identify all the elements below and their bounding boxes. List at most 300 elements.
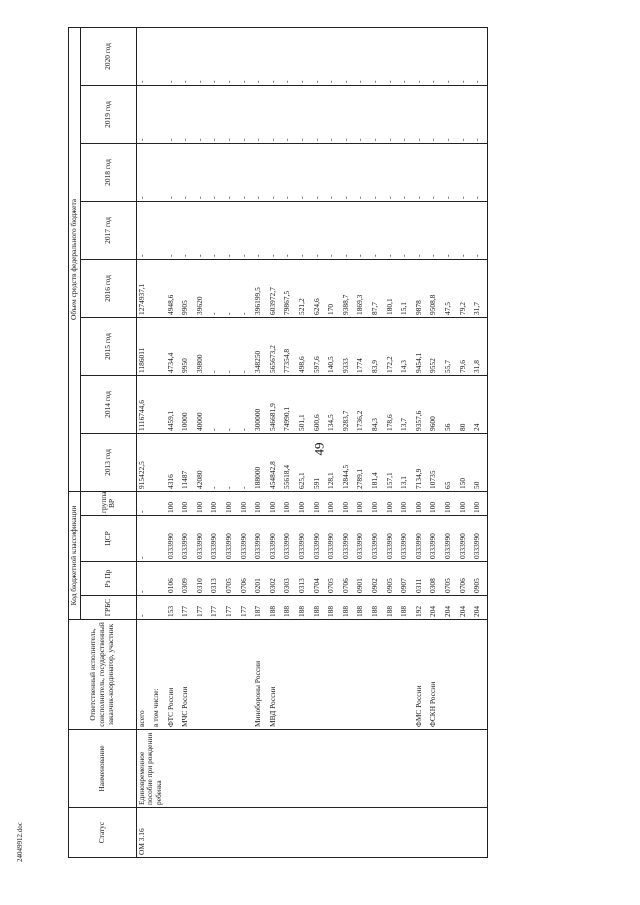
csr-cell bbox=[151, 516, 166, 562]
amount-cell: 4316 bbox=[166, 433, 181, 491]
amount-cell: 157,1 bbox=[385, 433, 400, 491]
amount-cell: 10735 bbox=[428, 433, 443, 491]
amount-cell: 13,1 bbox=[399, 433, 414, 491]
amount-cell: - bbox=[209, 85, 224, 143]
executor-cell bbox=[326, 620, 341, 730]
vr-cell: - bbox=[136, 491, 151, 515]
csr-cell: 0333990 bbox=[472, 516, 487, 562]
amount-cell: - bbox=[414, 27, 429, 85]
csr-cell: - bbox=[136, 516, 151, 562]
amount-cell: 9508,8 bbox=[428, 259, 443, 317]
amount-cell: - bbox=[195, 27, 210, 85]
header-funds: Объем средств федерального бюджета bbox=[69, 27, 81, 491]
amount-cell: 31,7 bbox=[472, 259, 487, 317]
vr-cell: 100 bbox=[355, 491, 370, 515]
amount-cell: - bbox=[414, 85, 429, 143]
vr-cell: 100 bbox=[472, 491, 487, 515]
amount-cell: - bbox=[166, 27, 181, 85]
amount-cell: - bbox=[370, 27, 385, 85]
executor-cell: МЧС России bbox=[180, 620, 195, 730]
amount-cell: 140,5 bbox=[326, 317, 341, 375]
amount-cell: - bbox=[326, 201, 341, 259]
vr-cell: 100 bbox=[253, 491, 268, 515]
amount-cell: - bbox=[224, 201, 239, 259]
amount-cell: 55618,4 bbox=[282, 433, 297, 491]
csr-cell: 0333990 bbox=[399, 516, 414, 562]
header-code-group: Код бюджетной классификации bbox=[69, 491, 81, 619]
grbs-cell: 188 bbox=[297, 596, 312, 620]
csr-cell: 0333990 bbox=[428, 516, 443, 562]
vr-cell: 100 bbox=[209, 491, 224, 515]
amount-cell: - bbox=[414, 143, 429, 201]
table-row bbox=[136, 27, 151, 857]
amount-cell: 600,6 bbox=[312, 375, 327, 433]
amount-cell: - bbox=[224, 85, 239, 143]
amount-cell: - bbox=[443, 201, 458, 259]
amount-cell: - bbox=[224, 27, 239, 85]
amount-cell: 546681,9 bbox=[268, 375, 283, 433]
header-executor: Ответственный исполнитель, соисполнитель, государственный заказчик-координатор, участник bbox=[69, 620, 137, 730]
vr-cell: 100 bbox=[224, 491, 239, 515]
budget-table bbox=[68, 27, 488, 858]
amount-cell: 9905 bbox=[180, 259, 195, 317]
amount-cell: 79,2 bbox=[458, 259, 473, 317]
amount-cell: 188000 bbox=[253, 433, 268, 491]
amount-cell: 181,4 bbox=[370, 433, 385, 491]
amount-cell bbox=[151, 85, 166, 143]
amount-cell: - bbox=[224, 259, 239, 317]
amount-cell: - bbox=[428, 143, 443, 201]
amount-cell: - bbox=[282, 143, 297, 201]
amount-cell bbox=[151, 201, 166, 259]
amount-cell: 42080 bbox=[195, 433, 210, 491]
amount-cell: - bbox=[239, 317, 254, 375]
vr-cell: 100 bbox=[443, 491, 458, 515]
amount-cell: - bbox=[428, 27, 443, 85]
rzpr-cell: 0309 bbox=[180, 562, 195, 596]
amount-cell: - bbox=[166, 85, 181, 143]
csr-cell: 0333990 bbox=[312, 516, 327, 562]
amount-cell: 9333 bbox=[341, 317, 356, 375]
amount-cell: - bbox=[370, 85, 385, 143]
amount-cell: - bbox=[253, 85, 268, 143]
grbs-cell: 177 bbox=[239, 596, 254, 620]
csr-cell: 0333990 bbox=[385, 516, 400, 562]
amount-cell: - bbox=[239, 201, 254, 259]
amount-cell: - bbox=[253, 143, 268, 201]
amount-cell: 65 bbox=[443, 433, 458, 491]
rzpr-cell: 0704 bbox=[312, 562, 327, 596]
amount-cell: 10000 bbox=[180, 375, 195, 433]
amount-cell: 80 bbox=[458, 375, 473, 433]
amount-cell: - bbox=[166, 143, 181, 201]
page-number: 49 bbox=[311, 442, 327, 456]
rzpr-cell: 0706 bbox=[458, 562, 473, 596]
grbs-cell: 204 bbox=[458, 596, 473, 620]
vr-cell: 100 bbox=[341, 491, 356, 515]
amount-cell: - bbox=[385, 85, 400, 143]
header-year: 2013 год bbox=[80, 433, 136, 491]
amount-cell: - bbox=[355, 143, 370, 201]
amount-cell: - bbox=[341, 201, 356, 259]
vr-cell: 100 bbox=[399, 491, 414, 515]
grbs-cell: 188 bbox=[355, 596, 370, 620]
amount-cell: - bbox=[268, 143, 283, 201]
amount-cell: 50 bbox=[472, 433, 487, 491]
header-rzpr: Рз Пр bbox=[80, 562, 136, 596]
grbs-cell: 177 bbox=[195, 596, 210, 620]
csr-cell: 0333990 bbox=[282, 516, 297, 562]
vr-cell: 100 bbox=[458, 491, 473, 515]
amount-cell: 39620 bbox=[195, 259, 210, 317]
amount-cell: 178,6 bbox=[385, 375, 400, 433]
csr-cell: 0333990 bbox=[326, 516, 341, 562]
executor-cell: ФМС России bbox=[414, 620, 429, 730]
executor-cell: в том числе: bbox=[151, 620, 166, 730]
csr-cell: 0333990 bbox=[268, 516, 283, 562]
csr-cell: 0333990 bbox=[370, 516, 385, 562]
amount-cell bbox=[151, 259, 166, 317]
rzpr-cell: 0705 bbox=[326, 562, 341, 596]
grbs-cell: 177 bbox=[180, 596, 195, 620]
amount-cell: 55,7 bbox=[443, 317, 458, 375]
amount-cell: 521,2 bbox=[297, 259, 312, 317]
vr-cell bbox=[151, 491, 166, 515]
amount-cell: 9878 bbox=[414, 259, 429, 317]
amount-cell: 624,6 bbox=[312, 259, 327, 317]
amount-cell: - bbox=[355, 85, 370, 143]
amount-cell: - bbox=[297, 27, 312, 85]
executor-cell: МВД России bbox=[268, 620, 283, 730]
amount-cell: - bbox=[136, 143, 151, 201]
rzpr-cell: 0902 bbox=[370, 562, 385, 596]
amount-cell: - bbox=[282, 27, 297, 85]
header-name: Наименование bbox=[69, 730, 137, 808]
amount-cell: - bbox=[443, 143, 458, 201]
executor-cell bbox=[458, 620, 473, 730]
header-year: 2019 год bbox=[80, 85, 136, 143]
grbs-cell: 177 bbox=[209, 596, 224, 620]
amount-cell: 40000 bbox=[195, 375, 210, 433]
grbs-cell: 188 bbox=[326, 596, 341, 620]
executor-cell: ФТС России bbox=[166, 620, 181, 730]
amount-cell: 4948,6 bbox=[166, 259, 181, 317]
amount-cell: - bbox=[399, 27, 414, 85]
amount-cell: - bbox=[239, 85, 254, 143]
amount-cell: - bbox=[239, 375, 254, 433]
csr-cell: 0333990 bbox=[166, 516, 181, 562]
amount-cell: - bbox=[209, 201, 224, 259]
amount-cell: - bbox=[224, 433, 239, 491]
amount-cell: 4734,4 bbox=[166, 317, 181, 375]
csr-cell: 0333990 bbox=[209, 516, 224, 562]
vr-cell: 100 bbox=[312, 491, 327, 515]
amount-cell: 9283,7 bbox=[341, 375, 356, 433]
amount-cell: - bbox=[268, 201, 283, 259]
amount-cell: 128,1 bbox=[326, 433, 341, 491]
amount-cell: 348250 bbox=[253, 317, 268, 375]
vr-cell: 100 bbox=[385, 491, 400, 515]
amount-cell: - bbox=[443, 85, 458, 143]
vr-cell: 100 bbox=[180, 491, 195, 515]
amount-cell: 603972,7 bbox=[268, 259, 283, 317]
amount-cell: - bbox=[472, 201, 487, 259]
amount-cell: - bbox=[297, 143, 312, 201]
measure-name-cell: Единовременное пособие при рождении ребенка bbox=[136, 730, 487, 808]
csr-cell: 0333990 bbox=[341, 516, 356, 562]
executor-cell bbox=[195, 620, 210, 730]
amount-cell: - bbox=[385, 27, 400, 85]
amount-cell: 14,3 bbox=[399, 317, 414, 375]
amount-cell: 300000 bbox=[253, 375, 268, 433]
amount-cell: 501,1 bbox=[297, 375, 312, 433]
amount-cell: 87,7 bbox=[370, 259, 385, 317]
amount-cell: - bbox=[239, 259, 254, 317]
csr-cell: 0333990 bbox=[239, 516, 254, 562]
amount-cell: 9600 bbox=[428, 375, 443, 433]
csr-cell: 0333990 bbox=[195, 516, 210, 562]
amount-cell bbox=[151, 27, 166, 85]
amount-cell: 13,7 bbox=[399, 375, 414, 433]
header-csr: ЦСР bbox=[80, 516, 136, 562]
csr-cell: 0333990 bbox=[180, 516, 195, 562]
amount-cell: - bbox=[224, 143, 239, 201]
amount-cell: 83,9 bbox=[370, 317, 385, 375]
amount-cell: 565673,2 bbox=[268, 317, 283, 375]
amount-cell: - bbox=[209, 143, 224, 201]
rzpr-cell: 0302 bbox=[268, 562, 283, 596]
rotated-table-container bbox=[68, 28, 628, 858]
amount-cell: - bbox=[370, 143, 385, 201]
amount-cell: - bbox=[282, 201, 297, 259]
grbs-cell bbox=[151, 596, 166, 620]
amount-cell: - bbox=[136, 27, 151, 85]
amount-cell: 79,6 bbox=[458, 317, 473, 375]
amount-cell bbox=[151, 375, 166, 433]
rzpr-cell: 0310 bbox=[195, 562, 210, 596]
amount-cell: 1186011 bbox=[136, 317, 151, 375]
csr-cell: 0333990 bbox=[224, 516, 239, 562]
executor-cell bbox=[224, 620, 239, 730]
amount-cell: 2789,1 bbox=[355, 433, 370, 491]
grbs-cell: 188 bbox=[282, 596, 297, 620]
amount-cell: - bbox=[239, 143, 254, 201]
header-year: 2017 год bbox=[80, 201, 136, 259]
amount-cell: - bbox=[428, 85, 443, 143]
amount-cell: - bbox=[312, 201, 327, 259]
rzpr-cell: 0313 bbox=[209, 562, 224, 596]
executor-cell: Минобороны России bbox=[253, 620, 268, 730]
amount-cell: - bbox=[209, 375, 224, 433]
executor-cell bbox=[282, 620, 297, 730]
rzpr-cell: 0303 bbox=[282, 562, 297, 596]
amount-cell: - bbox=[443, 27, 458, 85]
amount-cell: - bbox=[297, 85, 312, 143]
amount-cell: 24 bbox=[472, 375, 487, 433]
amount-cell: - bbox=[355, 27, 370, 85]
amount-cell: - bbox=[399, 85, 414, 143]
amount-cell: - bbox=[341, 85, 356, 143]
amount-cell: 1736,2 bbox=[355, 375, 370, 433]
grbs-cell: 188 bbox=[268, 596, 283, 620]
amount-cell: - bbox=[209, 317, 224, 375]
amount-cell: - bbox=[399, 143, 414, 201]
grbs-cell: 188 bbox=[341, 596, 356, 620]
amount-cell: - bbox=[326, 85, 341, 143]
amount-cell: 11487 bbox=[180, 433, 195, 491]
header-year: 2014 год bbox=[80, 375, 136, 433]
amount-cell: - bbox=[239, 433, 254, 491]
rzpr-cell: 0907 bbox=[399, 562, 414, 596]
executor-cell bbox=[399, 620, 414, 730]
amount-cell: - bbox=[385, 143, 400, 201]
amount-cell: 1869,3 bbox=[355, 259, 370, 317]
amount-cell: - bbox=[472, 27, 487, 85]
amount-cell: - bbox=[268, 85, 283, 143]
executor-cell bbox=[355, 620, 370, 730]
header-year: 2020 год bbox=[80, 27, 136, 85]
amount-cell: 1774 bbox=[355, 317, 370, 375]
amount-cell: 454842,8 bbox=[268, 433, 283, 491]
amount-cell: 84,3 bbox=[370, 375, 385, 433]
amount-cell: - bbox=[312, 85, 327, 143]
executor-cell bbox=[239, 620, 254, 730]
amount-cell: 7134,9 bbox=[414, 433, 429, 491]
grbs-cell: 177 bbox=[224, 596, 239, 620]
vr-cell: 100 bbox=[297, 491, 312, 515]
executor-cell bbox=[341, 620, 356, 730]
amount-cell: 15,1 bbox=[399, 259, 414, 317]
amount-cell: - bbox=[326, 143, 341, 201]
amount-cell: - bbox=[341, 27, 356, 85]
amount-cell: - bbox=[209, 27, 224, 85]
header-year: 2015 год bbox=[80, 317, 136, 375]
amount-cell: 170 bbox=[326, 259, 341, 317]
grbs-cell: - bbox=[136, 596, 151, 620]
csr-cell: 0333990 bbox=[355, 516, 370, 562]
amount-cell: 31,8 bbox=[472, 317, 487, 375]
amount-cell: 172,2 bbox=[385, 317, 400, 375]
grbs-cell: 188 bbox=[312, 596, 327, 620]
amount-cell: 9357,6 bbox=[414, 375, 429, 433]
executor-cell bbox=[370, 620, 385, 730]
amount-cell: - bbox=[180, 85, 195, 143]
amount-cell: 625,1 bbox=[297, 433, 312, 491]
rzpr-cell: 0705 bbox=[224, 562, 239, 596]
grbs-cell: 187 bbox=[253, 596, 268, 620]
amount-cell: - bbox=[209, 259, 224, 317]
csr-cell: 0333990 bbox=[443, 516, 458, 562]
amount-cell: 498,6 bbox=[297, 317, 312, 375]
rzpr-cell: 0905 bbox=[385, 562, 400, 596]
amount-cell: 56 bbox=[443, 375, 458, 433]
amount-cell: - bbox=[209, 433, 224, 491]
amount-cell: - bbox=[312, 27, 327, 85]
csr-cell: 0333990 bbox=[414, 516, 429, 562]
rzpr-cell: 0706 bbox=[341, 562, 356, 596]
amount-cell: 1116744,6 bbox=[136, 375, 151, 433]
amount-cell: 12844,5 bbox=[341, 433, 356, 491]
amount-cell: 180,1 bbox=[385, 259, 400, 317]
rzpr-cell: - bbox=[136, 562, 151, 596]
amount-cell: - bbox=[297, 201, 312, 259]
amount-cell: - bbox=[370, 201, 385, 259]
amount-cell: - bbox=[355, 201, 370, 259]
document-footer: 24049912.doc bbox=[16, 822, 24, 862]
header-status: Статус bbox=[69, 808, 137, 858]
amount-cell: 597,6 bbox=[312, 317, 327, 375]
rzpr-cell: 0106 bbox=[166, 562, 181, 596]
rzpr-cell: 0706 bbox=[239, 562, 254, 596]
amount-cell: - bbox=[341, 143, 356, 201]
amount-cell: 9454,1 bbox=[414, 317, 429, 375]
amount-cell: - bbox=[399, 201, 414, 259]
rzpr-cell bbox=[151, 562, 166, 596]
vr-cell: 100 bbox=[428, 491, 443, 515]
amount-cell: - bbox=[458, 143, 473, 201]
grbs-cell: 204 bbox=[472, 596, 487, 620]
rzpr-cell: 0905 bbox=[472, 562, 487, 596]
header-year: 2018 год bbox=[80, 143, 136, 201]
executor-cell bbox=[209, 620, 224, 730]
rzpr-cell: 0308 bbox=[428, 562, 443, 596]
amount-cell: - bbox=[166, 201, 181, 259]
amount-cell: - bbox=[180, 201, 195, 259]
amount-cell: 47,5 bbox=[443, 259, 458, 317]
amount-cell: - bbox=[136, 201, 151, 259]
vr-cell: 100 bbox=[166, 491, 181, 515]
amount-cell: 1274937,1 bbox=[136, 259, 151, 317]
header-grbs: ГРБС bbox=[80, 596, 136, 620]
amount-cell: - bbox=[224, 375, 239, 433]
grbs-cell: 192 bbox=[414, 596, 429, 620]
amount-cell: - bbox=[180, 27, 195, 85]
amount-cell: - bbox=[458, 201, 473, 259]
amount-cell: - bbox=[385, 201, 400, 259]
amount-cell: - bbox=[312, 143, 327, 201]
amount-cell: - bbox=[414, 201, 429, 259]
amount-cell: - bbox=[458, 85, 473, 143]
executor-cell bbox=[297, 620, 312, 730]
rzpr-cell: 0201 bbox=[253, 562, 268, 596]
amount-cell: - bbox=[253, 27, 268, 85]
rzpr-cell: 0313 bbox=[297, 562, 312, 596]
amount-cell: - bbox=[472, 85, 487, 143]
status-cell: ОМ 3.16 bbox=[136, 808, 487, 858]
csr-cell: 0333990 bbox=[253, 516, 268, 562]
executor-cell: ФСКН России bbox=[428, 620, 443, 730]
amount-cell bbox=[151, 317, 166, 375]
amount-cell: 915422,5 bbox=[136, 433, 151, 491]
amount-cell: 591 bbox=[312, 433, 327, 491]
executor-cell bbox=[312, 620, 327, 730]
rzpr-cell: 0901 bbox=[355, 562, 370, 596]
amount-cell: 150 bbox=[458, 433, 473, 491]
grbs-cell: 188 bbox=[370, 596, 385, 620]
executor-cell: всего bbox=[136, 620, 151, 730]
grbs-cell: 204 bbox=[428, 596, 443, 620]
amount-cell: 79867,5 bbox=[282, 259, 297, 317]
vr-cell: 100 bbox=[239, 491, 254, 515]
amount-cell: - bbox=[239, 27, 254, 85]
grbs-cell: 153 bbox=[166, 596, 181, 620]
amount-cell: - bbox=[195, 201, 210, 259]
grbs-cell: 188 bbox=[385, 596, 400, 620]
amount-cell: 74990,1 bbox=[282, 375, 297, 433]
amount-cell: - bbox=[195, 143, 210, 201]
vr-cell: 100 bbox=[370, 491, 385, 515]
amount-cell: 4459,1 bbox=[166, 375, 181, 433]
